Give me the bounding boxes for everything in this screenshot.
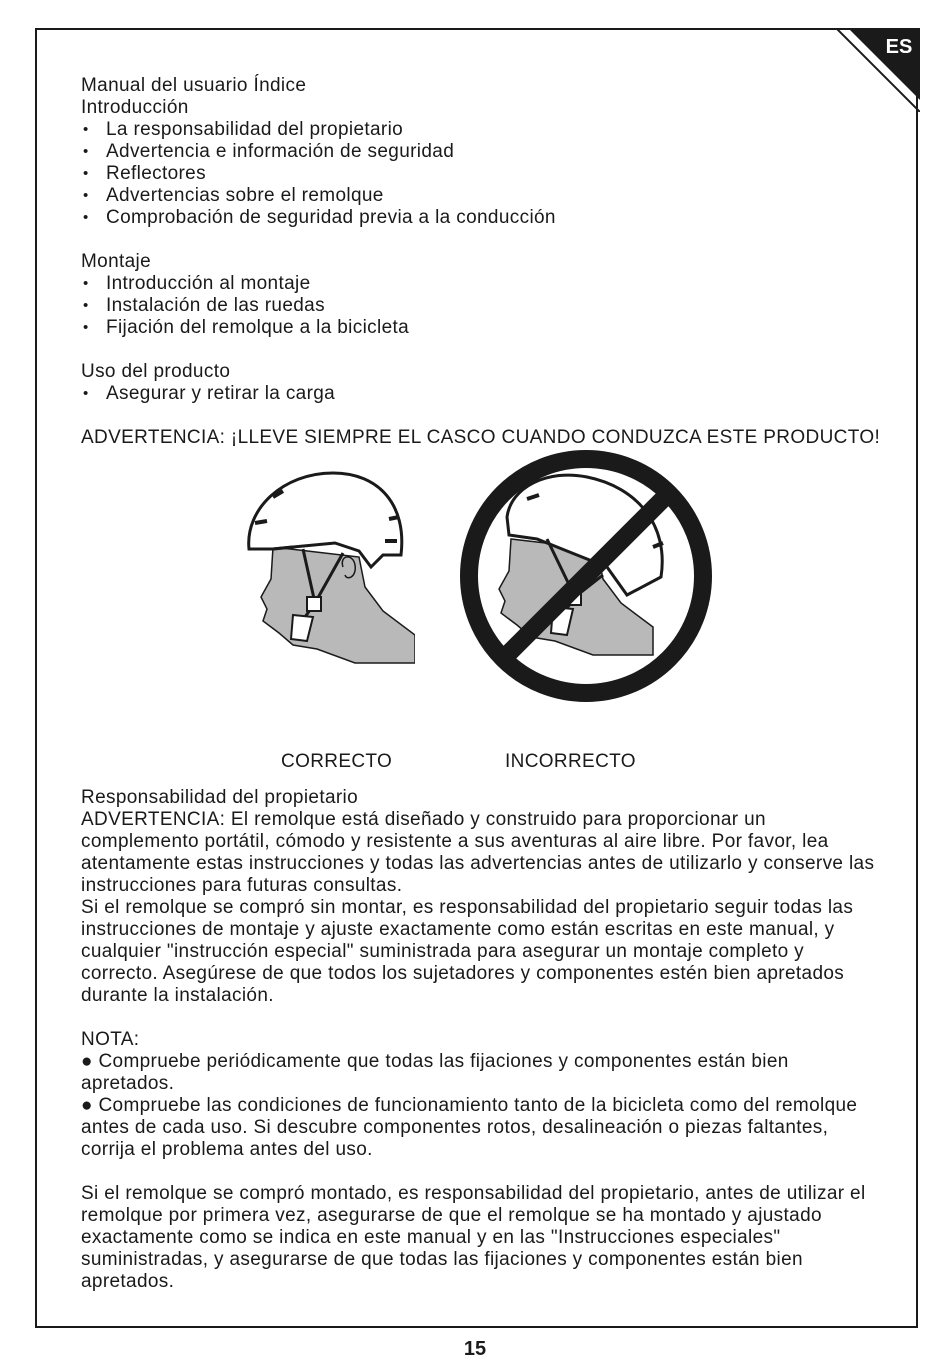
helmet-warning: ADVERTENCIA: ¡LLEVE SIEMPRE EL CASCO CUANDO CONDUZCA ESTE PRODUCTO!	[81, 427, 881, 448]
unassembled-paragraph: Si el remolque se compró sin montar, es responsabilidad del propietario seguir todas las instrucciones de montaje y ajuste exactamente como están escritas en este manual, y cualquier "instrucción especial" suministrada para asegurar un montaje completo y correcto. Asegúrese de que todos los sujetadores y componentes estén bien apretados durante la instalación.	[81, 897, 854, 1006]
toc-item: • Instalación de las ruedas	[81, 295, 881, 317]
language-label: ES	[885, 36, 913, 58]
toc-section-title: Montaje	[81, 251, 152, 272]
toc-item: • Fijación del remolque a la bicicleta	[81, 317, 881, 339]
helmet-correct-illustration	[243, 469, 415, 665]
toc-list-introduction	[81, 119, 881, 229]
figure-captions	[81, 751, 881, 775]
assembled-paragraph: Si el remolque se compró montado, es responsabilidad del propietario, antes de utilizar el remolque por primera vez, asegurarse de que el remolque se ha montado y ajustado exactamente como se indica en este manual y en las "Instrucciones especiales" suministradas, y asegurarse de que todas las fijaciones y componentes están bien apretados.	[81, 1183, 866, 1292]
toc-list-assembly	[81, 273, 881, 339]
owner-section-title: Responsabilidad del propietario	[81, 787, 359, 808]
toc-item: • Advertencia e información de seguridad	[81, 141, 881, 163]
note-item: ● Compruebe periódicamente que todas las fijaciones y componentes están bien apretados.	[81, 1051, 789, 1094]
helmet-figures	[81, 451, 881, 751]
toc-item: • Advertencias sobre el remolque	[81, 185, 881, 207]
helmet-incorrect-illustration	[457, 447, 715, 705]
caption-correct: CORRECTO	[281, 751, 393, 772]
note-title: NOTA:	[81, 1029, 140, 1050]
toc-section-title: Introducción	[81, 97, 189, 118]
toc-list-usage	[81, 383, 881, 405]
page-number: 15	[463, 1338, 487, 1360]
toc-item: • Reflectores	[81, 163, 881, 185]
owner-warning-paragraph: ADVERTENCIA: El remolque está diseñado y construido para proporcionar un complemento portátil, cómodo y resistente a sus aventuras al aire libre. Por favor, lea atentamente estas instrucciones y todas las advertencias antes de utilizarlo y conserve las instrucciones para futuras consultas.	[81, 809, 875, 896]
toc-header: Manual del usuario Índice	[81, 75, 307, 96]
toc-section-title: Uso del producto	[81, 361, 231, 382]
toc-item: • La responsabilidad del propietario	[81, 119, 881, 141]
page-content	[81, 75, 881, 1293]
note-item: ● Compruebe las condiciones de funcionamiento tanto de la bicicleta como del remolque antes de cada uso. Si descubre componentes rotos, desalineación o piezas faltantes, corrija el problema antes del uso.	[81, 1095, 858, 1160]
toc-item: • Introducción al montaje	[81, 273, 881, 295]
toc-item: • Asegurar y retirar la carga	[81, 383, 881, 405]
caption-incorrect: INCORRECTO	[505, 751, 636, 772]
toc-item: • Comprobación de seguridad previa a la conducción	[81, 207, 881, 229]
